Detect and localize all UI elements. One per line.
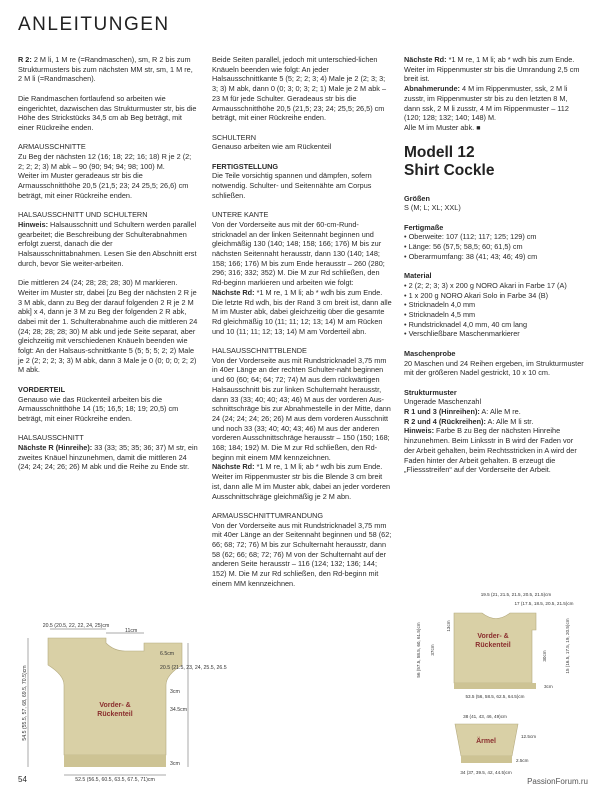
dim-bottom-2: 53.5 (56, 58.5, 62.5, 64.5)cm xyxy=(465,694,525,699)
schultern-text: Genauso arbeiten wie am Rückenteil xyxy=(212,142,332,152)
list-item: • Rundstricknadel 4,0 mm, 40 cm lang xyxy=(404,320,584,330)
dim-right: 15 (16.5, 17.5, 19, 20.5)cm xyxy=(565,618,570,674)
fertigmasse-list xyxy=(404,232,584,261)
dim-neck: 11cm xyxy=(125,628,138,634)
model-title: Modell 12 Shirt Cockle xyxy=(404,143,495,179)
struktur-line-1: Ungerade Maschenzahl xyxy=(404,397,482,407)
section-heading-halsausschnitt: HALSAUSSCHNITT UND SCHULTERN xyxy=(18,210,148,220)
dim-right2: 30cm xyxy=(542,650,547,662)
dim-left: 56 (57.5, 58.5, 60, 61.5)cm xyxy=(416,622,421,678)
fert-text: Die Teile vorsichtig spannen und dämpfen, sofern notwendig. Schulter- und Seitennähte am Corpus schließen. xyxy=(212,171,372,200)
dim-sleeve-drop: 3cm xyxy=(170,689,180,695)
kante-text-2: Nächste Rd: *1 M re, 1 M li; ab * wdh bis zum Ende. xyxy=(212,287,383,297)
blende-text-2: Nächste Rd: *1 M re, 1 M li; ab * wdh bis zum Ende. xyxy=(212,462,383,472)
piece-label-2: Rückenteil xyxy=(97,711,133,718)
section-heading-armumrandung: ARMAUSSCHNITTUMRANDUNG xyxy=(212,510,324,520)
hals-text-1: Die mittleren 24 (24; 28; 28; 28; 30) M markieren. xyxy=(18,278,178,288)
dim-top: 19.5 (21, 21.5, 21.5, 20.5, 21.5)cm xyxy=(480,592,552,597)
end-mark-icon: ■ xyxy=(476,124,481,132)
schematic-sleeve xyxy=(440,710,550,785)
dim-armhole: 20.5 (21.5, 23, 24, 25.5, 26.5 xyxy=(160,665,227,671)
blende-text-3: Weiter im Rippenmuster str bis die Blende 3 cm breit ist, dann alle M im Muster abk, dabei an jeder vorderen Ausschnittschräge gleichmäßig je 2 M abn. xyxy=(212,472,391,501)
col2-intro: Beide Seiten parallel, jedoch mit unterschied-lichen Knäueln beenden wie folgt: An jeder Halsausschnittkante 5 (5; 2; 2; 3; 4) Male je 2 (2; 3; 3; 3; 3) M abk, dann 0 (0; 3; 0; 3; 2; 1) Male je 2 M abk – 23 M für jede Schulter. Geradeaus str bis die Armausschnitthöhe 20,5 (21,5; 23; 24; 25,5; 26,5) cm beträgt, mit einer Rückreihe enden. xyxy=(212,55,386,123)
dim-neck-depth: 6.5cm xyxy=(160,651,175,657)
rib-band xyxy=(64,755,166,767)
material-list xyxy=(404,281,584,339)
list-item: • Stricknadeln 4,5 mm xyxy=(404,310,584,320)
list-item: • Oberarmumfang: 38 (41; 43; 46; 49) cm xyxy=(404,252,584,262)
piece-label-1b: Vorder- & xyxy=(477,633,509,640)
piece-label-2b: Rückenteil xyxy=(475,642,511,649)
list-item: • Oberweite: 107 (112; 117; 125; 129) cm xyxy=(404,232,584,242)
struktur-line-2: R 1 und 3 (Hinreihen): A: Alle M re. xyxy=(404,407,521,417)
sleeve-dim-rib: 2.5cm xyxy=(516,758,529,763)
intro-randmaschen: Die Randmaschen fortlaufend so arbeiten wie eingerichtet, dazwischen das Strukturmuster str, bis die Höhe des Strickstücks 34,5 cm ab Beg beträgt, mit einer Rückreihe enden. xyxy=(18,93,197,132)
column-3 xyxy=(404,55,584,485)
dim-body: 34.5cm xyxy=(170,707,188,713)
intro-r2: R 2: 2 M li, 1 M re (=Randmaschen), sm, R 2 bis zum Strukturmusters bis zum nächsten MM str, sm, 1 M re, 2 M li (=Randmaschen). xyxy=(18,55,193,84)
heading-fertigmasse: Fertigmaße xyxy=(404,222,444,232)
armaus-text-2: Weiter im Muster geradeaus str bis die Armausschnitthöhe 20,5 (21,5; 23; 24 25,5; 26,6) cm beträgt, mit einer Rückreihe enden. xyxy=(18,171,189,200)
sleeve-dim-bottom: 34 (37, 39.5, 42, 44.5)cm xyxy=(460,770,512,775)
sleeve-dim-height: 12.5cm xyxy=(521,734,537,739)
heading-strukturmuster: Strukturmuster xyxy=(404,387,457,397)
dim-bottom-rib: 3cm xyxy=(544,684,553,689)
list-item: • Länge: 56 (57,5; 58,5; 60; 61,5) cm xyxy=(404,242,584,252)
column-1 xyxy=(18,55,198,482)
section-heading-halsausschnitt-2: HALSAUSSCHNITT xyxy=(18,433,84,443)
hals2-text: Nächste R (Hinreihe): 33 (33; 35; 35; 36; 37) M str, ein zweites Knäuel hinzunehmen, damit die mittleren 24 (24; 24; 24; 26; 26) M abk und die Reihe zu Ende str. xyxy=(18,443,198,472)
column-2 xyxy=(212,55,392,598)
kante-text-3: Die letzte Rd wdh, bis der Rand 3 cm breit ist, dann alle M im Muster abk, dabei gleichzeitig über die gesamte Rd gleichmäßig 10 (11; 11; 12; 13; 14) M am Rücken und 10 (11; 11; 12; 13; 14) M am Vorderteil abn. xyxy=(212,297,392,336)
dim-bottom: 52.5 (56.5, 60.5, 63.5, 67.5, 71)cm xyxy=(75,777,155,783)
sleeve-rib xyxy=(461,756,512,763)
sleeve-label: Ärmel xyxy=(476,738,496,745)
sleeve-dim-top: 38 (41, 43, 46, 49)cm xyxy=(463,714,507,719)
list-item: • 2 (2; 2; 3; 3) x 200 g NORO Akari in Farbe 17 (A) xyxy=(404,281,584,291)
hals-text-2: Weiter im Muster str, dabei [zu Beg der nächsten 2 R je 3 M abk, dann zu Beg der darauf folgenden 2 R je 2 M abk] x 4, dann je 3 M zu Beg der folgenden 2 R abk, dabei mit der 1. Schulterabnahme auch die mittleren 24 (24; 28; 28; 28; 30) M abk und jede Seite separat, aber gleichzeitig mit verschiedenen Knäueln beenden wie folgt: An der Halsaus-schnittkante 5 (5; 5; 5; 2; 2) Male je 2 (2; 2; 2; 3; 3) M abk, dann 3 Male je 0 (0; 0; 0; 2; 2) M abk. xyxy=(18,287,198,375)
col3-intro-2: Weiter im Rippenmuster str bis die Umrandung 2,5 cm breit ist. xyxy=(404,64,580,84)
page-header-title: ANLEITUNGEN xyxy=(18,14,170,35)
dim-left2: 37cm xyxy=(430,644,435,656)
watermark: PassionForum.ru xyxy=(527,777,588,786)
heading-maschenprobe: Maschenprobe xyxy=(404,348,456,358)
section-heading-schultern: SCHULTERN xyxy=(212,132,257,142)
list-item: • 1 x 200 g NORO Akari Solo in Farbe 34 (B) xyxy=(404,291,584,301)
armaus-text-1: Zu Beg der nächsten 12 (16; 18; 22; 16; 18) R je 2 (2; 2; 2; 2; 3) M abk – 90 (90; 94; 94; 98; 100) M. xyxy=(18,152,192,171)
section-heading-halsblende: HALSAUSSCHNITTBLENDE xyxy=(212,346,307,356)
section-heading-untere-kante: UNTERE KANTE xyxy=(212,210,269,220)
probe-text: 20 Maschen und 24 Reihen ergeben, im Strukturmuster mit der größeren Nadel gestrickt, 10 x 10 cm. xyxy=(404,358,584,378)
struktur-line-3: R 2 und 4 (Rückreihen): A: Alle M li str. xyxy=(404,416,534,426)
piece-label-1: Vorder- & xyxy=(99,702,131,709)
dim-top-width: 20.5 (20.5, 22, 22, 24, 25)cm xyxy=(42,623,110,629)
list-item: • Stricknadeln 4,0 mm xyxy=(404,300,584,310)
kante-text-1: Von der Vorderseite aus mit der 60-cm-Rund-stricknadel an der linken Seitennaht beginnen und gleichmäßig 130 (140; 148; 158; 166; 176) M bis zur nächsten Seitennaht herausstr, dann 130 (140; 148; 158; 166; 176) M bis zum Ende herausstr – 260 (280; 296; 316; 332; 352) M. Die M zur Rd schließen, den Rd-beginn markieren und arbeiten wie folgt: xyxy=(212,219,385,288)
schematic-front-back-2 xyxy=(404,588,590,708)
schematic-front-back-1 xyxy=(10,615,227,785)
hals-hinweis: Hinweis: Halsausschnitt und Schultern werden parallel gearbeitet; die Beschreibung der Schulterabnahmen erfolgt zuerst, danach die der Halsausschnittabnahmen. Lesen Sie den Abschnitt erst durch, bevor Sie weiter-arbeiten. xyxy=(18,219,197,268)
dim-rib: 3cm xyxy=(170,761,180,767)
list-item: • Verschließbare Maschenmarkierer xyxy=(404,329,584,339)
heading-material: Material xyxy=(404,271,432,281)
section-heading-armausschnitte: ARMAUSSCHNITTE xyxy=(18,142,86,152)
page-number: 54 xyxy=(18,775,27,784)
section-heading-fertigstellung: FERTIGSTELLUNG xyxy=(212,161,279,171)
struktur-hinweis: Hinweis: Farbe B zu Beg der nächsten Hinreihe hinzunehmen. Beim Linksstr in B wird der Faden vor der Arbeit gehalten, beim Rechtsstricken in A wird der Faden hinter der Arbeit gehalten. B erzeugt die „Fliessstreifen“ auf der Vorderseite der Arbeit. xyxy=(404,426,577,475)
col3-intro-end: Alle M im Muster abk. ■ xyxy=(404,122,481,132)
col3-intro-3: Abnahmerunde: 4 M im Rippenmuster, ssk, 2 M li zusstr, im Rippenmuster str bis zu den letzten 8 M, dann ssk, 2 M li zusstr, 4 M im Rippenmuster – 112 (120; 128; 132; 140; 148) M. xyxy=(404,84,569,123)
rand-text: Von der Vorderseite aus mit Rundstricknadel 3,75 mm mit 40er Länge an der Seitennaht beginnen und 58 (62; 66; 68; 72; 76) M bis zur Schulternaht herausstr, dann 58 (62; 66; 68; 72; 76) M von der Schulternaht auf der anderen Seite herausstr – 116 (124; 132; 136; 144; 152) M. Die M zur Rd schließen, den Rd-beginn mit einem MM kennzeichnen. xyxy=(212,520,392,588)
blende-text-1: Von der Vorderseite aus mit Rundstricknadel 3,75 mm in 40er Länge an der rechten Schulter-naht beginnen und 60 (60; 64; 64; 72; 74) M aus dem rückwärtigen Halsausschnitt bis zur linken Schulternaht herausstr, dann 33 (33; 40; 40; 43; 46) M aus der vorderen Aus-schnittschräge bis zur Abnahmestelle in der Mitte, dann 24 (24; 24; 24; 26; 26) M aus dem vorderen Ausschnitt und noch 33 (33; 40; 40; 43; 46) M aus der anderen vorderen Ausschnittschräge herausstr – 150 (150; 168; 168; 184; 192) M. Die M zur Rd schließen, den Rd-beginn mit einem MM kennzeichnen. xyxy=(212,355,391,462)
heading-groessen: Größen xyxy=(404,193,430,203)
col3-intro-1: Nächste Rd: *1 M re, 1 M li; ab * wdh bis zum Ende. xyxy=(404,55,575,64)
groessen-text: S (M; L; XL; XXL) xyxy=(404,203,461,213)
dim-length: 54.5 (55.5, 57, 68, 69.5, 70.5)cm xyxy=(22,665,28,741)
section-heading-vorderteil: VORDERTEIL xyxy=(18,384,66,394)
dim-top2: 17 (17.5, 18.5, 20.5, 21.5)cm xyxy=(514,601,574,606)
dim-inner: 13cm xyxy=(446,620,451,632)
vorder-text: Genauso wie das Rückenteil arbeiten bis die Armausschnitthöhe 14 (15; 16,5; 18; 19; 20,5) cm beträgt, mit einer Rückreihe enden. xyxy=(18,394,179,423)
rib-band-2 xyxy=(454,683,536,689)
